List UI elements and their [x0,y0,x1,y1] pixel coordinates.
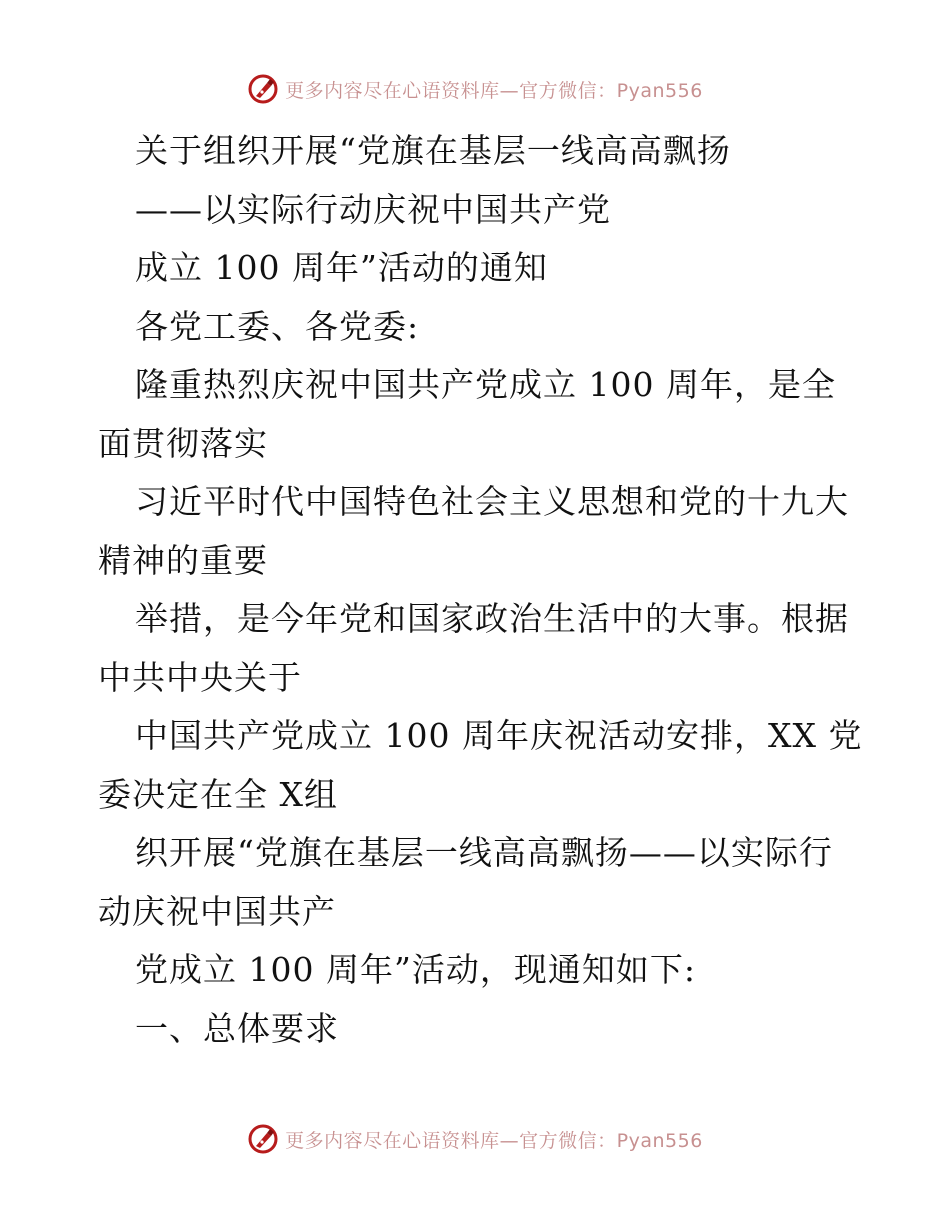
document-line: 动庆祝中国共产 [98,891,336,931]
document-line: 成立 100 周年”活动的通知 [135,248,548,287]
watermark-header [0,72,950,106]
watermark-text: 更多内容尽在心语资料库—官方微信：Pyan556 [285,79,703,102]
pen-nib-logo-icon [247,1123,279,1155]
document-line: 精神的重要 [98,540,268,580]
document-line: 举措，是今年党和国家政治生活中的大事。根据 [135,599,849,638]
document-line: 关于组织开展“党旗在基层一线高高飘扬 [135,131,731,170]
document-line: 一、总体要求 [135,1008,339,1048]
document-line: 中国共产党成立 100 周年庆祝活动安排，XX 党 [135,716,863,755]
document-body [98,122,863,1058]
document-line: 党成立 100 周年”活动，现通知如下: [135,950,696,989]
document-line: 织开展“党旗在基层一线高高飘扬——以实际行 [135,833,833,872]
document-line: 习近平时代中国特色社会主义思想和党的十九大 [135,482,849,521]
document-line: 隆重热烈庆祝中国共产党成立 100 周年，是全 [135,365,836,404]
watermark-text: 更多内容尽在心语资料库—官方微信：Pyan556 [285,1129,703,1152]
document-line: 各党工委、各党委: [135,306,420,346]
document-line: 委决定在全 X组 [98,774,338,814]
document-line: 面贯彻落实 [98,423,268,463]
pen-nib-logo-icon [247,73,279,105]
document-line: 中共中央关于 [98,657,302,697]
document-line: ——以实际行动庆祝中国共产党 [135,189,611,229]
watermark-footer [0,1122,950,1156]
